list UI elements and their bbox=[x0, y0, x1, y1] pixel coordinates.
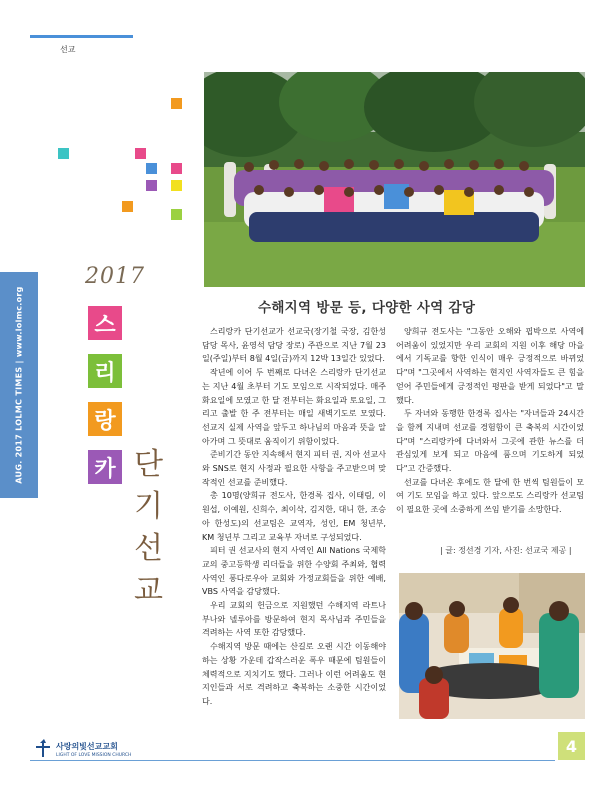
footer-org-name: 사랑의빛선교교회 bbox=[56, 742, 118, 751]
footer-org-sub: LIGHT OF LOVE MISSION CHURCH bbox=[56, 753, 132, 758]
deco-square bbox=[58, 148, 69, 159]
paragraph: 우리 교회의 헌금으로 지원했던 수해지역 라트나부나와 넬루아를 방문하여 현지 목사님과 주민들을 격려하는 사역 또한 감당했다. bbox=[202, 601, 386, 638]
title-vertical-seon: 선 bbox=[134, 531, 163, 566]
paragraph: 총 10명(양희규 전도사, 한경록 집사, 이태림, 이원섭, 이예원, 신희수, 최이삭, 김지한, 대니 한, 조승아 한성도)의 선교팀은 교역자, 성인, EM 청년부, KM 청년부 그리고 교육부 자녀로 구성되었다. bbox=[202, 491, 386, 542]
title-tile-ka: 카 bbox=[88, 450, 122, 484]
deco-square bbox=[171, 98, 182, 109]
paragraph: 양희규 전도사는 "그동안 오해와 핍박으로 사역에 어려움이 있었지만 우리 교회의 지원 이후 해당 마을에서 기독교를 향한 인식이 매우 긍정적으로 바뀌었다"며 "그곳에서 사역하는 현지인 사역자들도 큰 힘을 얻어 주민들에게 긍정적인 평판을 받게 되었다"고 말했다. bbox=[396, 327, 584, 405]
deco-square bbox=[171, 180, 182, 191]
vbs-photo bbox=[399, 573, 585, 719]
paragraph: 작년에 이어 두 번째로 다녀온 스리랑카 단기선교는 지난 4월 초부터 기도 모임으로 시작되었다. 매주 화요일에 모였고 한 달 전부터는 화요일과 토요일, 그리고 출발 한 주 전부터는 매일 새벽기도로 모였다. 선교지 실제 사역을 앞두고 하나님의 마음과 뜻을 알아가며 그 뜻대로 움직이기 위함이었다. bbox=[202, 368, 386, 446]
title-tile-ri: 리 bbox=[88, 354, 122, 388]
group-photo bbox=[204, 72, 585, 287]
title-vertical-gi: 기 bbox=[134, 489, 163, 524]
article-column-right bbox=[396, 325, 584, 535]
deco-square bbox=[146, 163, 157, 174]
title-tile-seu: 스 bbox=[88, 306, 122, 340]
title-tile-rang: 랑 bbox=[88, 402, 122, 436]
church-logo-icon bbox=[36, 739, 52, 757]
paragraph: 두 자녀와 동행한 한경록 집사는 "자녀들과 24시간을 함께 지내며 선교를 경험함이 큰 축복의 시간이었다"며 "스리랑카에 다녀와서 그곳에 관한 뉴스를 더 관심있게 보게 되고 마음에 품으며 기도하게 되었다"고 간증했다. bbox=[396, 409, 584, 474]
deco-square bbox=[135, 148, 146, 159]
side-tab-text: AUG. 2017 LOLMC TIMES | www.lolmc.org bbox=[14, 286, 24, 484]
deco-square bbox=[171, 209, 182, 220]
paragraph: 선교를 다녀온 후에도 한 달에 한 번씩 팀원들이 모여 기도 모임을 하고 있다. 앞으로도 스리랑카 선교팀이 필요한 곳에 소중하게 쓰임 받기를 소망한다. bbox=[396, 477, 584, 515]
title-vertical-gyo: 교 bbox=[134, 573, 163, 608]
deco-square bbox=[171, 163, 182, 174]
title-vertical-dan: 단 bbox=[134, 447, 163, 482]
article-headline: 수해지역 방문 등, 다양한 사역 감당 bbox=[258, 300, 476, 316]
title-year: 2017 bbox=[85, 264, 145, 289]
paragraph: 준비기간 동안 지속해서 현지 피터 권, 지아 선교사와 SNS로 현지 사정과 필요한 사항을 주고받으며 맞작적인 선교를 준비했다. bbox=[202, 450, 386, 487]
header-rule bbox=[30, 35, 133, 38]
paragraph: 피터 권 선교사의 현지 사역인 All Nations 국제학교의 중고등학생 리더들을 위한 수양회 주최와, 협력 사역인 퐁다로우아 교회와 가정교회들을 위한 예배, VBS 사역을 감당했다. bbox=[202, 546, 386, 597]
section-label: 선교 bbox=[60, 45, 76, 54]
paragraph: 스리랑카 단기선교가 선교국(장기철 국장, 김한성 담당 목사, 윤영석 담당 장로) 주관으로 지난 7월 23일(주일)부터 8월 4일(금)까지 12박 13일간 있었다. bbox=[202, 327, 386, 364]
deco-square bbox=[146, 180, 157, 191]
deco-square bbox=[122, 201, 133, 212]
footer-rule bbox=[30, 760, 555, 761]
page-number: 4 bbox=[558, 732, 585, 760]
byline: | 글: 정선경 기자, 사진: 선교국 제공 | bbox=[440, 546, 572, 555]
paragraph: 수해지역 방문 때에는 산길로 오랜 시간 이동해야 하는 상황 가운데 갑작스러운 폭우 때문에 팀원들이 체력적으로 지치기도 했다. 그러나 이런 어려움도 현지인들과 서로 격려하고 축복하는 소중한 시간이었다. bbox=[202, 642, 386, 706]
article-column-left bbox=[202, 325, 386, 720]
